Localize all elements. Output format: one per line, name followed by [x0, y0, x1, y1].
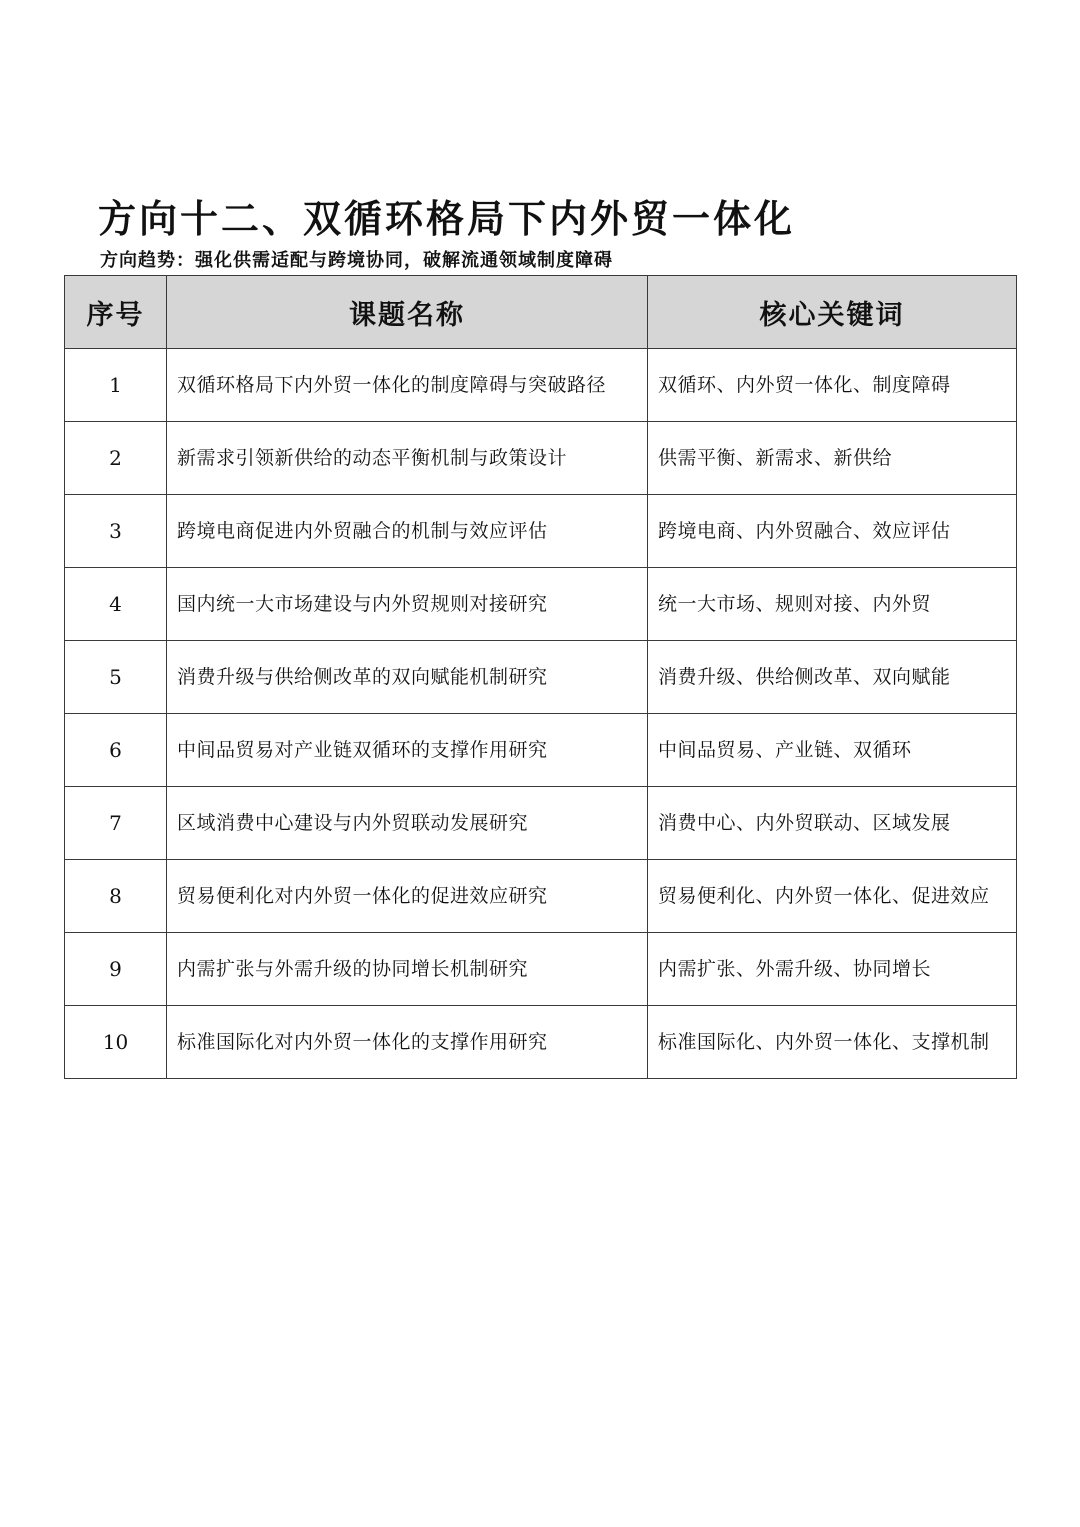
row-keywords: 双循环、内外贸一体化、制度障碍 — [648, 349, 1017, 422]
row-index: 1 — [65, 349, 167, 422]
row-topic: 标准国际化对内外贸一体化的支撑作用研究 — [167, 1006, 648, 1079]
row-index: 4 — [65, 568, 167, 641]
table-row — [65, 495, 1017, 568]
header-keywords: 核心关键词 — [648, 276, 1017, 349]
table-row — [65, 349, 1017, 422]
row-index: 3 — [65, 495, 167, 568]
row-topic: 内需扩张与外需升级的协同增长机制研究 — [167, 933, 648, 1006]
row-topic: 区域消费中心建设与内外贸联动发展研究 — [167, 787, 648, 860]
row-topic: 消费升级与供给侧改革的双向赋能机制研究 — [167, 641, 648, 714]
row-keywords: 跨境电商、内外贸融合、效应评估 — [648, 495, 1017, 568]
header-index: 序号 — [65, 276, 167, 349]
row-index: 8 — [65, 860, 167, 933]
topics-table — [64, 275, 1017, 1079]
row-index: 9 — [65, 933, 167, 1006]
row-keywords: 贸易便利化、内外贸一体化、促进效应 — [648, 860, 1017, 933]
row-index: 5 — [65, 641, 167, 714]
table-row — [65, 787, 1017, 860]
row-keywords: 内需扩张、外需升级、协同增长 — [648, 933, 1017, 1006]
row-topic: 贸易便利化对内外贸一体化的促进效应研究 — [167, 860, 648, 933]
row-index: 6 — [65, 714, 167, 787]
row-index: 2 — [65, 422, 167, 495]
row-keywords: 标准国际化、内外贸一体化、支撑机制 — [648, 1006, 1017, 1079]
table-row — [65, 641, 1017, 714]
row-topic: 国内统一大市场建设与内外贸规则对接研究 — [167, 568, 648, 641]
table-header-row — [65, 276, 1017, 349]
page-title: 方向十二、双循环格局下内外贸一体化 — [98, 197, 796, 241]
table-row — [65, 1006, 1017, 1079]
table-row — [65, 860, 1017, 933]
row-keywords: 统一大市场、规则对接、内外贸 — [648, 568, 1017, 641]
row-keywords: 中间品贸易、产业链、双循环 — [648, 714, 1017, 787]
direction-trend-subtitle: 方向趋势：强化供需适配与跨境协同，破解流通领域制度障碍 — [100, 250, 613, 271]
table-row — [65, 714, 1017, 787]
row-topic: 双循环格局下内外贸一体化的制度障碍与突破路径 — [167, 349, 648, 422]
header-topic-name: 课题名称 — [167, 276, 648, 349]
row-topic: 跨境电商促进内外贸融合的机制与效应评估 — [167, 495, 648, 568]
table-row — [65, 568, 1017, 641]
row-index: 7 — [65, 787, 167, 860]
row-index: 10 — [65, 1006, 167, 1079]
row-keywords: 供需平衡、新需求、新供给 — [648, 422, 1017, 495]
table-row — [65, 933, 1017, 1006]
row-keywords: 消费中心、内外贸联动、区域发展 — [648, 787, 1017, 860]
table-row — [65, 422, 1017, 495]
row-topic: 中间品贸易对产业链双循环的支撑作用研究 — [167, 714, 648, 787]
row-keywords: 消费升级、供给侧改革、双向赋能 — [648, 641, 1017, 714]
row-topic: 新需求引领新供给的动态平衡机制与政策设计 — [167, 422, 648, 495]
